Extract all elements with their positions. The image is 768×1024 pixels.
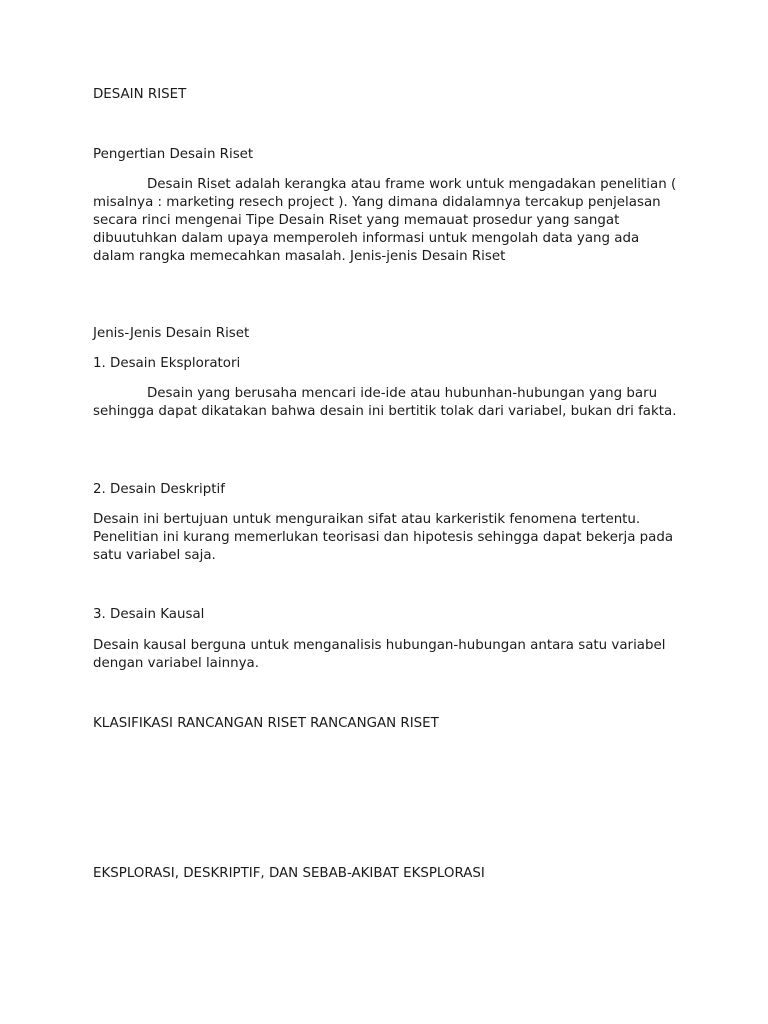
- klasifikasi-heading: KLASIFIKASI RANCANGAN RISET RANCANGAN RISET: [93, 716, 439, 731]
- kausal-heading: 3. Desain Kausal: [93, 607, 205, 622]
- eksplorasi-line: EKSPLORASI, DESKRIPTIF, DAN SEBAB-AKIBAT EKSPLORASI: [93, 866, 485, 881]
- pengertian-heading: Pengertian Desain Riset: [93, 147, 254, 162]
- kausal-paragraph: Desain kausal berguna untuk menganalisis hubungan-hubungan antara satu variabel dengan variabel lainnya.: [93, 638, 666, 671]
- eksploratori-heading: 1. Desain Eksploratori: [93, 356, 241, 371]
- document-title: DESAIN RISET: [93, 87, 187, 102]
- jenis-heading: Jenis-Jenis Desain Riset: [93, 326, 250, 341]
- eksploratori-paragraph: Desain yang berusaha mencari ide-ide atau hubunhan-hubungan yang baru sehingga dapat dikatakan bahwa desain ini bertitik tolak dari variabel, bukan dri fakta.: [93, 386, 677, 419]
- deskriptif-heading: 2. Desain Deskriptif: [93, 482, 225, 497]
- deskriptif-paragraph: Desain ini bertujuan untuk menguraikan sifat atau karkeristik fenomena tertentu. Penelitian ini kurang memerlukan teorisasi dan hipotesis sehingga dapat bekerja pada satu variabel saja.: [93, 512, 674, 563]
- pengertian-paragraph: Desain Riset adalah kerangka atau frame work untuk mengadakan penelitian ( misalnya : marketing resech project ). Yang dimana didalamnya tercakup penjelasan secara rinci mengenai Tipe Desain Riset yang memauat prosedur yang sangat dibuutuhkan dalam upaya memperoleh informasi untuk mengolah data yang ada dalam rangka memecahkan masalah. Jenis-jenis Desain Riset: [93, 177, 677, 264]
